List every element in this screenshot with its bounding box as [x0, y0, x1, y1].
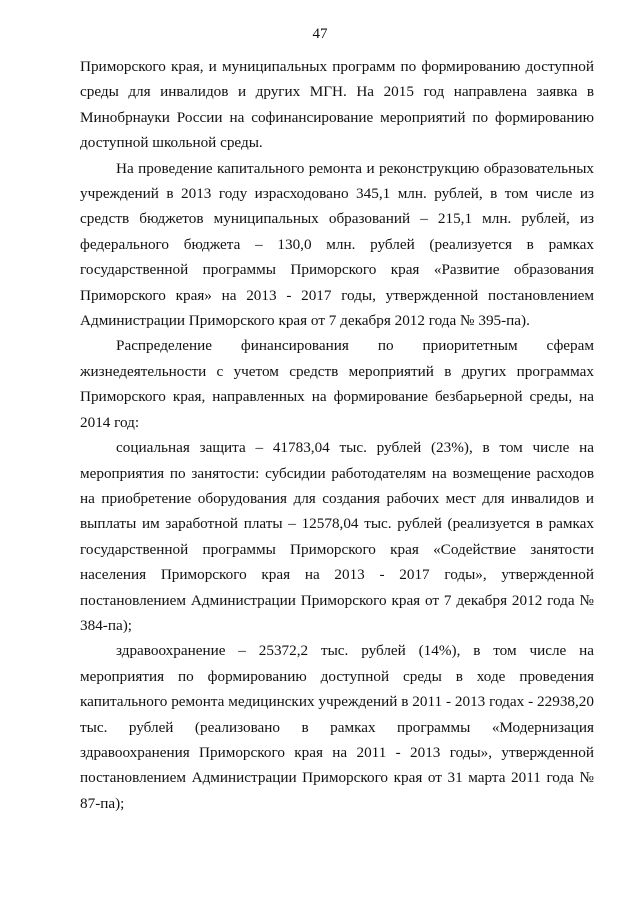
paragraph-social-protection: социальная защита – 41783,04 тыс. рублей (23%), в том числе на мероприятия по занятости: субсидии работодателям на возмещение расходов на приобретение оборудования для создания рабочих мест для инвалидов и выплаты им заработной платы – 12578,04 тыс. рублей (реализуется в рамках государственной программы Приморского края «Содействие занятости населения Приморского края на 2013 - 2017 годы», утвержденной постановлением Администрации Приморского края от 7 декабря 2012 года № 384-па); [80, 439, 594, 634]
paragraph-healthcare: здравоохранение – 25372,2 тыс. рублей (14%), в том числе на мероприятия по формированию доступной среды в ходе проведения капитального ремонта медицинских учреждений в 2011 - 2013 годах - 22938,20 тыс. рублей (реализовано в рамках программы «Модернизация здравоохранения Приморского края на 2011 - 2013 годы», утвержденной постановлением Администрации Приморского края от 31 марта 2011 года № 87-па); [80, 642, 594, 812]
paragraph-funding-distribution: Распределение финансирования по приоритетным сферам жизнедеятельности с учетом средств мероприятий в других программах Приморского края, направленных на формирование безбарьерной среды, на 2014 год: [80, 337, 594, 431]
paragraph-capital-repair: На проведение капитального ремонта и реконструкцию образовательных учреждений в 2013 году израсходовано 345,1 млн. рублей, в том числе из средств бюджетов муниципальных образований – 215,1 млн. рублей, из федерального бюджета – 130,0 млн. рублей (реализуется в рамках государственной программы Приморского края «Развитие образования Приморского края» на 2013 - 2017 годы, утвержденной постановлением Администрации Приморского края от 7 декабря 2012 года № 395-па). [80, 159, 594, 330]
paragraph-intro-continuation: Приморского края, и муниципальных программ по формированию доступной среды для инвалидов и других МГН. На 2015 год направлена заявка в Минобрнауки России на софинансирование мероприятий по формированию доступной школьной среды. [80, 58, 594, 152]
page-number: 47 [312, 26, 328, 42]
document-body [80, 54, 594, 816]
